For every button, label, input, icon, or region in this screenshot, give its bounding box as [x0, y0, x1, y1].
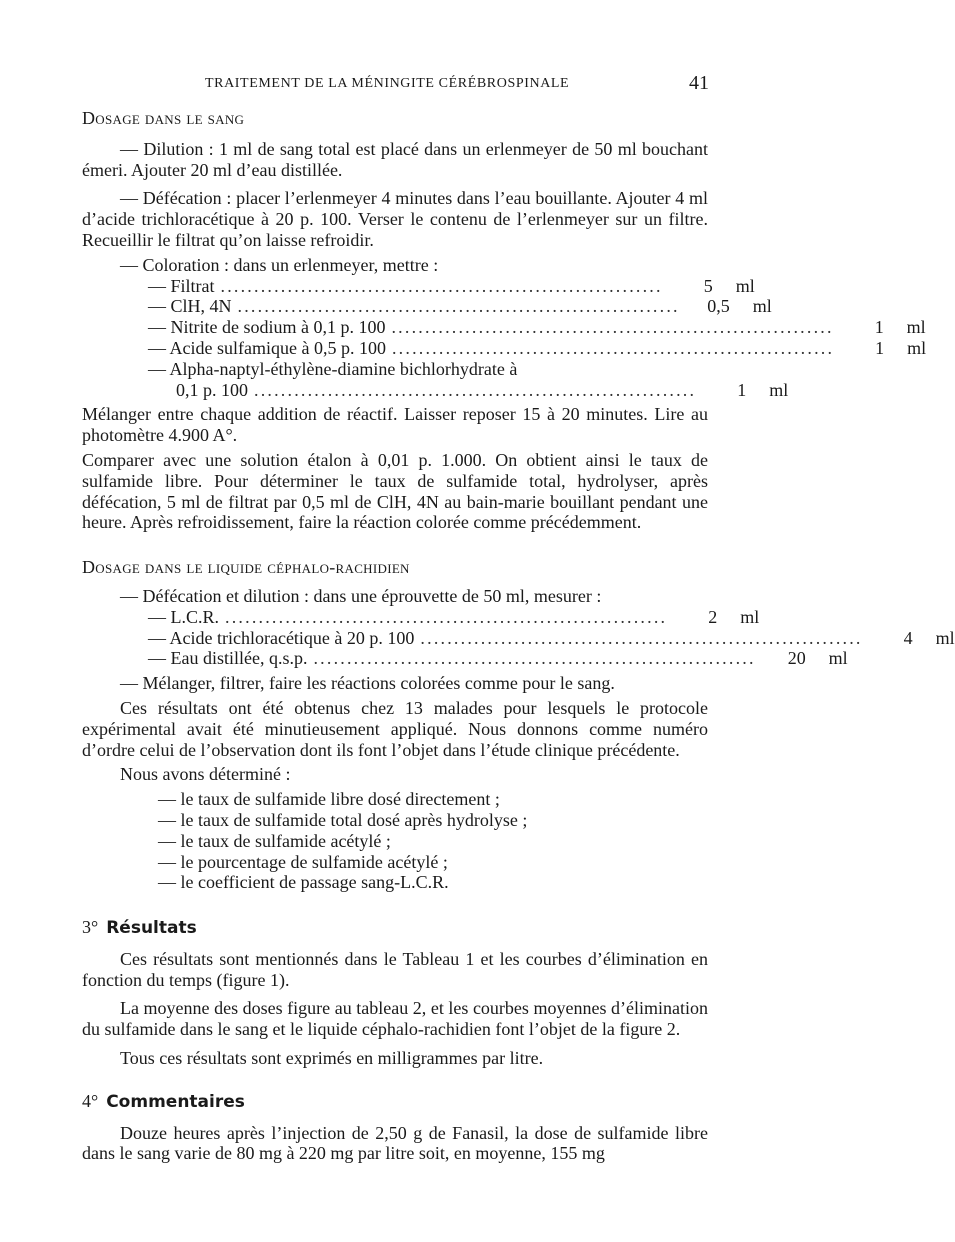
page-header: [0, 72, 800, 100]
section-number: 3°: [82, 917, 99, 938]
reagent-quantity: 4: [903, 627, 913, 648]
reagent-quantity: 20: [787, 648, 806, 669]
list-item: — le taux de sulfamide acétylé ;: [158, 830, 391, 851]
section-label: Résultats: [106, 918, 197, 939]
section-label: Commentaires: [106, 1091, 245, 1112]
csf-mix-paragraph: — Mélanger, filtrer, faire les réactions colorées comme pour le sang.: [120, 673, 615, 694]
reagent-row: [148, 627, 955, 649]
running-title: TRAITEMENT DE LA MÉNINGITE CÉRÉBROSPINALE: [205, 76, 570, 91]
blood-section-heading: Dosage dans le sang: [82, 108, 245, 128]
reagent-label: — Eau distillée, q.s.p.: [148, 648, 308, 669]
reagent-label: — Filtrat: [148, 275, 215, 296]
blood-mix-paragraph: Mélanger entre chaque addition de réactif. Laisser reposer 15 à 20 minutes. Lire au photomètre 4.900 A°.: [82, 404, 708, 446]
determined-list: [82, 789, 708, 893]
page-number: 41: [689, 72, 709, 94]
reagent-row: [148, 296, 772, 317]
csf-reagent-list: [82, 606, 955, 669]
reagent-row: [148, 379, 789, 401]
reagent-unit: ml: [906, 317, 926, 338]
dot-leader: ..................................................................: [254, 379, 697, 400]
reagent-unit: ml: [769, 379, 789, 400]
dot-leader: ..................................................................: [391, 317, 834, 338]
dot-leader: ..................................................................: [391, 337, 835, 358]
list-item: — le taux de sulfamide libre dosé directement ;: [158, 789, 500, 810]
reagent-unit: ml: [740, 606, 760, 627]
reagent-quantity: 1: [737, 379, 747, 400]
blood-coloration-intro: — Coloration : dans un erlenmeyer, mettre :: [120, 254, 439, 275]
dot-leader: ..................................................................: [313, 648, 756, 669]
reagent-row: [148, 606, 760, 628]
list-item: — le pourcentage de sulfamide acétylé ;: [158, 851, 448, 872]
page-body: [82, 108, 955, 1164]
reagent-label: — ClH, 4N: [148, 296, 232, 317]
reagent-label: — Alpha-naptyl-éthylène-diamine bichlorhydrate à: [148, 358, 518, 379]
csf-section-heading: Dosage dans le liquide céphalo-rachidien: [82, 557, 410, 578]
reagent-quantity: 0,5: [707, 296, 730, 317]
csf-intro-paragraph: — Défécation et dilution : dans une éprouvette de 50 ml, mesurer :: [120, 585, 602, 606]
reagent-row: [148, 648, 848, 669]
reagent-row: [148, 317, 926, 338]
reagent-label-continuation: 0,1 p. 100: [176, 379, 248, 400]
blood-reagent-list: [82, 275, 927, 401]
reagent-unit: ml: [828, 648, 848, 669]
csf-results-paragraph: Ces résultats ont été obtenus chez 13 malades pour lesquels le protocole expérimental avait été minutieusement appliqué. Nous donnons comme numéro d’ordre celui de l’observation dont ils font l’objet dans l’étude clinique précédente.: [82, 697, 708, 760]
reagent-row-multiline: [148, 359, 708, 380]
reagent-unit: ml: [935, 627, 955, 648]
reagent-row: [148, 275, 755, 297]
reagent-label: — L.C.R.: [148, 606, 220, 627]
comments-section-title: [82, 1091, 708, 1113]
section-number: 4°: [82, 1090, 99, 1111]
reagent-quantity: 1: [875, 337, 885, 358]
reagent-unit: ml: [752, 296, 772, 317]
dot-leader: ..................................................................: [225, 606, 668, 627]
reagent-quantity: 5: [703, 275, 713, 296]
dot-leader: ..................................................................: [220, 275, 663, 296]
comments-paragraph-1: Douze heures après l’injection de 2,50 g de Fanasil, la dose de sulfamide libre dans le sang varie de 80 mg à 220 mg par litre soit, en moyenne, 155 mg: [82, 1122, 708, 1164]
list-item: — le coefficient de passage sang-L.C.R.: [158, 872, 449, 893]
reagent-unit: ml: [907, 337, 927, 358]
reagent-row: [148, 337, 927, 359]
reagent-unit: ml: [735, 275, 755, 296]
reagent-quantity: 2: [708, 606, 718, 627]
reagent-label: — Nitrite de sodium à 0,1 p. 100: [148, 317, 386, 338]
dot-leader: ..................................................................: [237, 296, 680, 317]
dot-leader: ..................................................................: [420, 627, 863, 648]
results-paragraph-2: La moyenne des doses figure au tableau 2, et les courbes moyennes d’élimination du sulfamide dans le sang et le liquide céphalo-rachidien font l’objet de la figure 2.: [82, 998, 708, 1040]
blood-compare-paragraph: Comparer avec une solution étalon à 0,01 p. 1.000. On obtient ainsi le taux de sulfamide libre. Pour déterminer le taux de sulfamide total, hydrolyser, après défécation, 5 ml de filtrat par 0,5 ml de ClH, 4N au bain-marie bouillant pendant une heure. Après refroidissement, faire la réaction colorée comme précédemment.: [82, 449, 708, 533]
blood-defecation-paragraph: — Défécation : placer l’erlenmeyer 4 minutes dans l’eau bouillante. Ajouter 4 ml d’acide trichloracétique à 20 p. 100. Verser le contenu de l’erlenmeyer sur un filtre. Recueillir le filtrat qu’on laisse refroidir.: [82, 188, 708, 250]
reagent-label: — Acide sulfamique à 0,5 p. 100: [148, 337, 386, 358]
reagent-label: — Acide trichloracétique à 20 p. 100: [148, 627, 415, 648]
reagent-quantity: 1: [874, 317, 884, 338]
list-item: — le taux de sulfamide total dosé après hydrolyse ;: [158, 809, 528, 830]
results-paragraph-1: Ces résultats sont mentionnés dans le Tableau 1 et les courbes d’élimination en fonction du temps (figure 1).: [82, 948, 708, 990]
results-paragraph-3: Tous ces résultats sont exprimés en milligrammes par litre.: [120, 1048, 544, 1069]
blood-dilution-paragraph: — Dilution : 1 ml de sang total est placé dans un erlenmeyer de 50 ml bouchant émeri. Ajouter 20 ml d’eau distillée.: [82, 138, 708, 180]
determined-intro: Nous avons déterminé :: [120, 764, 291, 785]
results-section-title: [82, 917, 708, 939]
